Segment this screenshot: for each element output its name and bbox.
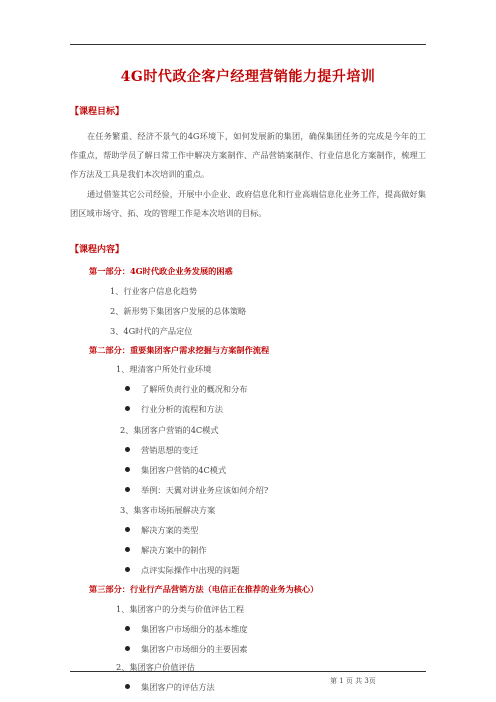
bullet-dot-icon — [125, 547, 130, 552]
document-title: 4G时代政企客户经理营销能力提升培训 — [120, 69, 376, 85]
bullet-dot-icon — [125, 684, 130, 689]
bullet-dot-icon — [125, 467, 130, 472]
bullet-dot-icon — [125, 487, 130, 492]
bullet-item: 营销思想的变迁 — [125, 445, 198, 456]
part2-title: 第二部分：重要集团客户需求挖掘与方案制作流程 — [89, 345, 270, 355]
bullet-item: 点评实际操作中出现的问题 — [125, 565, 239, 576]
bullet-dot-icon — [125, 527, 130, 532]
goal-paragraph-1: 在任务繁重、经济不景气的4G环境下，如何发展新的集团，确保集团任务的完成是今年的工作重点，帮助学员了解日常工作中解决方案制作、产品营销案制作、行业信息化方案制作，梳理工作方法及工具是我们本次培训的重点。 — [70, 131, 426, 179]
bullet-item: 了解所负责行业的概况和分布 — [125, 384, 247, 395]
part2-item-2: 2、集团客户营销的4C模式 — [120, 425, 219, 435]
part1-title: 第一部分：4G时代政企业务发展的困惑 — [89, 266, 233, 276]
bullet-item: 解决方案的类型 — [125, 525, 198, 536]
part1-item: 1、行业客户信息化趋势 — [110, 286, 198, 296]
part2-item-1: 1、理清客户所处行业环境 — [116, 364, 212, 374]
bullet-dot-icon — [125, 626, 130, 631]
page-number: 第 1 页 共 3页 — [330, 677, 376, 685]
part3-item-1: 1、集团客户的分类与价值评估工程 — [116, 604, 245, 614]
part2-item-3: 3、集客市场拓展解决方案 — [120, 505, 216, 515]
bullet-dot-icon — [125, 406, 130, 411]
part1-item: 2、新形势下集团客户发展的总体策略 — [110, 306, 247, 316]
bullet-dot-icon — [125, 386, 130, 391]
bullet-item: 行业分析的流程和方法 — [125, 404, 223, 415]
header-rule — [70, 44, 426, 45]
bullet-item: 解决方案中的制作 — [125, 545, 207, 556]
part3-title: 第三部分：行业行产品营销方法（电信正在推荐的业务为核心） — [89, 584, 319, 594]
bullet-dot-icon — [125, 447, 130, 452]
part3-item-2: 2、集团客户价值评估 — [116, 662, 195, 672]
bullet-item: 集团客户市场细分的主要因素 — [125, 644, 247, 655]
part1-item: 3、4G时代的产品定位 — [110, 326, 193, 336]
bullet-dot-icon — [125, 646, 130, 651]
footer-rule — [70, 671, 426, 672]
goal-paragraph-2: 通过借鉴其它公司经验，开展中小企业、政府信息化和行业高端信息化业务工作，提高做好集团区域市场守、拓、攻的管理工作是本次培训的目标。 — [70, 189, 426, 218]
course-content-heading: 【课程内容】 — [70, 245, 125, 255]
bullet-item: 集团客户营销的4C模式 — [125, 465, 226, 476]
bullet-item: 集团客户的评估方法 — [125, 682, 215, 693]
bullet-dot-icon — [125, 567, 130, 572]
course-goal-heading: 【课程目标】 — [70, 107, 125, 117]
bullet-item: 集团客户市场细分的基本维度 — [125, 624, 247, 635]
bullet-item: 举例：天翼对讲业务应该如何介绍? — [125, 485, 268, 496]
